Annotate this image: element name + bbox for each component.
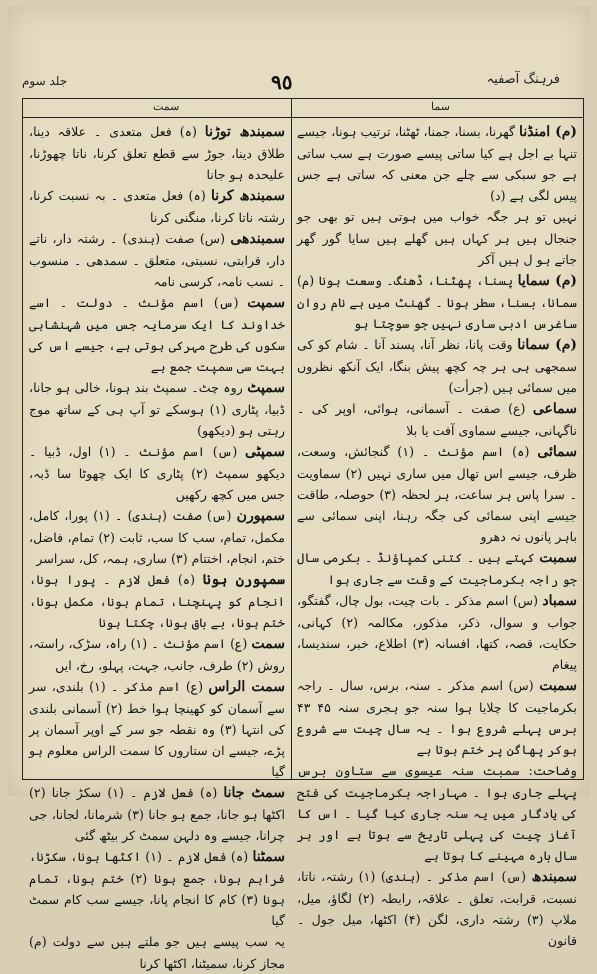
entry-definition: نہیں تو ہر جگہ خواب میں ہوتی ہیں تو بھی جو جنجال ہیں ہر کہاں ہیں گھلے ہیں سایا گور گھر جاتے ہو ل ہیں آکر — [297, 209, 577, 267]
dictionary-entry — [29, 931, 285, 974]
entry-definition: (س) صفت (ہندی) ۔ رشتہ دار، ناتے دار، قرابتی، نسبتی، متعلق ۔ سمدھی ۔ منسوب ۔ نسب نامہ، کرسی نامہ — [29, 231, 285, 289]
entry-definition: (ع) اسم مذکر ۔ (۱) بلندی، سر سے آسمان کو کھینچا ہوا خط (۲) آسمانی بلندی کی انتہا (۳) وہ نقطہ جو سر کے اوپر آسمان پر پڑے، جیسے ان ستاروں کا سمت الراس معلوم ہو گیا — [29, 679, 286, 779]
entry-definition: (ع) اسم مؤنث ۔ (۱) راہ، سڑک، راستہ، روش (۲) طرف، جانب، جہت، پہلو، رخ، ایں — [29, 636, 285, 673]
entry-headword: سمباد — [542, 593, 577, 609]
entry-headword: سمت الراس — [208, 679, 285, 695]
entry-definition: (س) اسم مذکر ۔ سنہ، برس، سال ۔ راجہ بکرماجیت کا چلایا ہوا سنہ جو ہجری سنہ ۴۵ ۴۳ برس پہلے شروع ہوا ۔ یہ سال چیت سے شروع ہوکر پھاگن پر ختم ہوتا ہے — [297, 678, 577, 757]
entry-definition: (ہ) فعل لازم ۔ (۱) سکڑ جانا (۲) اکٹھا ہو جانا، جمع ہو جانا (۳) شرمانا، لجانا، جی چرانا، جیسے وہ دلہن سمٹ کر بیٹھ گئی — [29, 785, 286, 843]
dictionary-entry — [297, 547, 577, 590]
dictionary-entry — [29, 377, 285, 441]
right-column — [297, 121, 578, 948]
page-number: ٩٥ — [271, 70, 293, 94]
dictionary-entry — [297, 334, 577, 398]
entry-headword: سمبندھ — [531, 869, 577, 885]
entry-definition: وقت پانا، نظر آنا، پسند آنا ۔ شام کو کی سمجھی ہی ہر چہ کچھ پیش بنگا، ایک آنکھ نظروں میں سمائی ہیں (جرأت) — [297, 337, 577, 395]
entry-headword: سمبت — [539, 550, 577, 566]
entry-definition: وضاحت: سمبت سنہ عیسوی سے ستاون برس پہلے جاری ہوا ۔ مہاراجہ بکرماجیت کی فتح کی یادگار میں یہ سنہ جاری کیا گیا ۔ اس کا آغاز چیت کی پہلی تاریخ سے ہوتا ہے اور ہر سال بارہ مہینے کا ہوتا ہے — [297, 763, 577, 863]
entry-headword: سمپورن — [236, 508, 285, 524]
entry-headword: سمٹنا — [252, 849, 285, 865]
page — [8, 6, 590, 971]
dictionary-entry — [297, 866, 577, 951]
entry-definition: (ہ) اسم مؤنث ۔ (۱) گنجائش، وسعت، ظرف، جیسے اس تھال میں ساری نہیں (۲) سماویت ۔ سرا پاس ہر ساعت، ہر لحظہ (۳) حوصلہ، طاقت جیسے اپنی سمائی کی جگہ رہنا، اپنی سمائی سے باہر پانوں نہ دھرو — [297, 444, 578, 544]
entry-headword: سماعی — [532, 401, 577, 417]
entry-definition: (ہ) فعل متعدی ۔ بہ نسبت کرنا، رشتہ ناتا کرنا، منگنی کرنا — [29, 188, 285, 225]
right-column-heading: سما — [431, 100, 450, 113]
dictionary-entry — [297, 760, 577, 866]
dictionary-entry — [297, 121, 577, 206]
dictionary-entry — [29, 292, 285, 377]
entry-definition: (س) اسم مذکر ۔ (ہندی) (۱) رشتہ، ناتا، نسبت، قرابت، تعلق ۔ علاقہ، رابطہ (۲) لگاؤ، میل، ملاپ (۳) رشتہ داری، لگن (۴) اکٹھا، میل جول ۔ قانون — [297, 869, 578, 948]
entry-headword: (م) سمانا — [517, 337, 577, 353]
entry-headword: سمٹ جانا — [223, 785, 285, 801]
column-heading-row — [23, 99, 583, 118]
dictionary-entry — [297, 398, 577, 441]
entry-headword: سمپٹ — [247, 380, 285, 396]
dictionary-entry — [29, 228, 285, 292]
book-title: فرہنگ آصفیہ — [486, 72, 560, 87]
dictionary-entry — [297, 270, 577, 334]
entry-definition: پسنا، پھٹنا، ڈھنگ۔ وسعت ہونا (م) سمانا، بسنا، سطر ہونا ۔ گھنٹ میں ہے نام روان ساغرس ادبی ساری نہیں جو سوچتا ہو — [297, 273, 577, 331]
entry-definition: کہتے ہیں ۔ کتنی کمپاؤنڈ ۔ بکرمی سال جو راجہ بکرماجیت کے وقت سے جاری ہوا — [297, 550, 577, 587]
entry-headword: سمپورن ہونا — [202, 572, 285, 588]
entry-definition: (س) اسم مؤنث ۔ دولت ۔ اسے خداوند کا ایک سرمایہ جس میں شہنشاہی سکوں کی طرح مہرکی ہوتی ہے، جیسے اس کی بہت سی سمپت جمع ہے — [29, 295, 285, 374]
dictionary-entry — [29, 505, 285, 569]
entry-definition: (ہ) فعل متعدی ۔ علاقہ دینا، طلاق دینا، جوڑ سے قطع تعلق کرنا، ناتا چھوڑنا، علیحدہ ہو جانا — [29, 124, 285, 182]
entry-definition: (س) اسم مؤنث ۔ (۱) اول، ڈبیا ۔ دیکھو سمپٹ (۲) پٹاری کا ایک چھوٹا سا ڈبہ، جس میں کچھ رکھیں — [29, 444, 285, 502]
dictionary-entry — [29, 185, 285, 228]
dictionary-entry — [297, 441, 577, 547]
entry-headword: سمبندھی — [230, 231, 285, 247]
entry-definition: (ہ) فعل لازم ۔ پورا ہونا، انجام کو پہنچنا، تمام ہونا، مکمل ہونا، ختم ہونا، بے باق ہونا، چکتا ہونا — [29, 572, 285, 630]
entry-headword: سمپت — [247, 295, 285, 311]
dictionary-entry — [29, 782, 285, 846]
text-frame — [22, 98, 584, 971]
dictionary-entry — [297, 675, 577, 760]
entry-definition: روہ چٹ۔ سمپٹ بند ہونا، خالی ہو جانا، ڈبیا، پٹاری (۱) ہوسکے تو آپ ہی کے ساتھ موج رہتی ہو (دیکھو) — [29, 380, 285, 438]
volume-label: جلد سوم — [22, 74, 68, 88]
entry-headword: (م) سمایا — [517, 273, 577, 289]
left-column-heading: سمت — [153, 100, 180, 113]
dictionary-entry — [29, 569, 285, 633]
dictionary-entry — [29, 676, 285, 782]
entry-definition: (ع) صفت ۔ آسمانی، ہوائی، اوپر کی ۔ ناگہانی، جیسے سماوی آفت یا بلا — [297, 401, 577, 438]
dictionary-entry — [29, 121, 285, 185]
entry-definition: (ہ) فعل لازم ۔ (۱) اکٹھا ہونا، سکڑنا، فراہم ہونا، جمع ہونا (۲) ختم ہونا، تمام ہونا (۳) کام کا انجام پانا، جیسے سب کام سمٹ گیا — [29, 849, 285, 928]
dictionary-entry — [297, 590, 577, 675]
entry-definition: یہ سب پیسے ہیں جو ملتے ہیں سے دولت (م) مجاز کرنا، سمیٹنا، اکٹھا کرنا — [29, 934, 285, 971]
dictionary-entry — [29, 633, 285, 676]
entry-headword: سمبندھ توڑنا — [204, 124, 285, 140]
entry-headword: سمت — [251, 636, 285, 652]
entry-headword: سمائی — [537, 444, 577, 460]
entry-definition: (س) صفت (ہندی) ۔ (۱) پورا، کامل، مکمل، تمام، سب کا سب، ثابت (۲) تمام، فاضل، ختم، انجام، اختتام (۳) ساری، ہمہ، کل، سراسر — [29, 508, 286, 566]
dictionary-entry — [29, 441, 285, 505]
entry-headword: (م) امنڈنا — [519, 124, 577, 140]
left-column — [29, 121, 286, 971]
entry-headword: سمبت — [539, 678, 577, 694]
entry-definition: (س) اسم مذکر ۔ بات چیت، بول چال، گفتگو، جواب و سوال، ذکر، مذکور، مکالمہ (۲) کہانی، حکایت، قصہ، کتھا، افسانہ (۳) اطلاع، خبر، سندیسا، پیغام — [297, 593, 578, 672]
entry-headword: سمپٹی — [245, 444, 285, 460]
dictionary-entry — [297, 206, 577, 270]
entry-headword: سمبندھ کرنا — [210, 188, 285, 204]
entry-definition: گھرنا، بسنا، جمنا، ٹھٹنا، ترتیب ہونا، جیسے تنہا بے اجل ہے کیا ساتی پیسے صورت ہے سب ساتی ہے جو سبکی سے چلے جن معنی کہ ساتی ہے جس پیس لگی ہے (د) — [297, 124, 577, 203]
column-divider — [291, 99, 292, 779]
dictionary-entry — [29, 846, 285, 931]
